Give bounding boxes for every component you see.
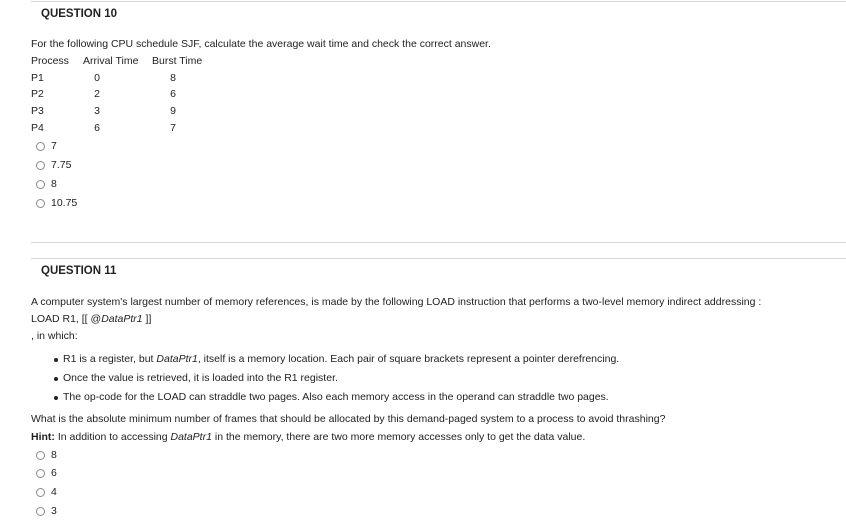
q10-heading: QUESTION 10 [41, 8, 118, 20]
q10-option-1-radio[interactable] [36, 142, 45, 151]
q11-intro: A computer system's largest number of memory references, is made by the following LOAD instruction that performs a two-level memory indirect addressing : [31, 296, 762, 308]
bullet-2: Once the value is retrieved, it is loaded into the R1 register. [63, 372, 338, 384]
q11-option-4-label[interactable]: 3 [51, 505, 57, 517]
q10-top-divider [31, 1, 846, 2]
q11-option-3-radio[interactable] [36, 488, 45, 497]
q10-option-2-label[interactable]: 7.75 [51, 159, 72, 171]
table-header-arrival: Arrival Time [83, 55, 139, 67]
bullet-dot [54, 377, 58, 381]
q11-option-2-label[interactable]: 6 [51, 467, 57, 479]
q11-option-1-radio[interactable] [36, 451, 45, 460]
q11-question: What is the absolute minimum number of frames that should be allocated by this demand-paged system to a process to avoid thrashing? [31, 413, 666, 425]
q11-hint: Hint: In addition to accessing DataPtr1 in the memory, there are two more memory accesses only to get the data value. [31, 431, 586, 443]
q10-option-1-label[interactable]: 7 [51, 140, 57, 152]
q11-instruction: LOAD R1, [[ @DataPtr1 ]] [31, 313, 152, 325]
table-cell: 8 [170, 72, 176, 84]
q11-in-which: , in which: [31, 330, 78, 342]
q10-option-4-label[interactable]: 10.75 [51, 197, 78, 209]
table-header-process: Process [31, 55, 69, 67]
bullet-dot [54, 358, 58, 362]
table-header-burst: Burst Time [152, 55, 203, 67]
q10-option-2-radio[interactable] [36, 161, 45, 170]
q11-option-3-label[interactable]: 4 [51, 486, 57, 498]
q10-bottom-divider [31, 242, 846, 243]
table-cell: 6 [170, 88, 176, 100]
table-cell: 9 [170, 105, 176, 117]
table-cell: P1 [31, 72, 44, 84]
q11-option-2-radio[interactable] [36, 469, 45, 478]
q10-prompt: For the following CPU schedule SJF, calculate the average wait time and check the correct answer. [31, 38, 491, 50]
q10-option-3-radio[interactable] [36, 180, 45, 189]
q11-option-1-label[interactable]: 8 [51, 449, 57, 461]
bullet-3: The op-code for the LOAD can straddle two pages. Also each memory access in the operand can straddle two pages. [63, 391, 609, 403]
q10-option-3-label[interactable]: 8 [51, 178, 57, 190]
bullet-1: R1 is a register, but DataPtr1, itself is a memory location. Each pair of square brackets represent a pointer derefrencing. [63, 353, 620, 365]
q11-top-divider [31, 258, 846, 259]
table-cell: 0 [94, 72, 100, 84]
table-cell: P4 [31, 122, 44, 134]
q10-option-4-radio[interactable] [36, 199, 45, 208]
table-cell: 3 [94, 105, 100, 117]
q11-heading: QUESTION 11 [41, 265, 117, 277]
table-cell: 6 [94, 122, 100, 134]
table-cell: P3 [31, 105, 44, 117]
bullet-dot [54, 396, 58, 400]
table-cell: 2 [94, 88, 100, 100]
q11-option-4-radio[interactable] [36, 507, 45, 516]
table-cell: 7 [170, 122, 176, 134]
table-cell: P2 [31, 88, 44, 100]
